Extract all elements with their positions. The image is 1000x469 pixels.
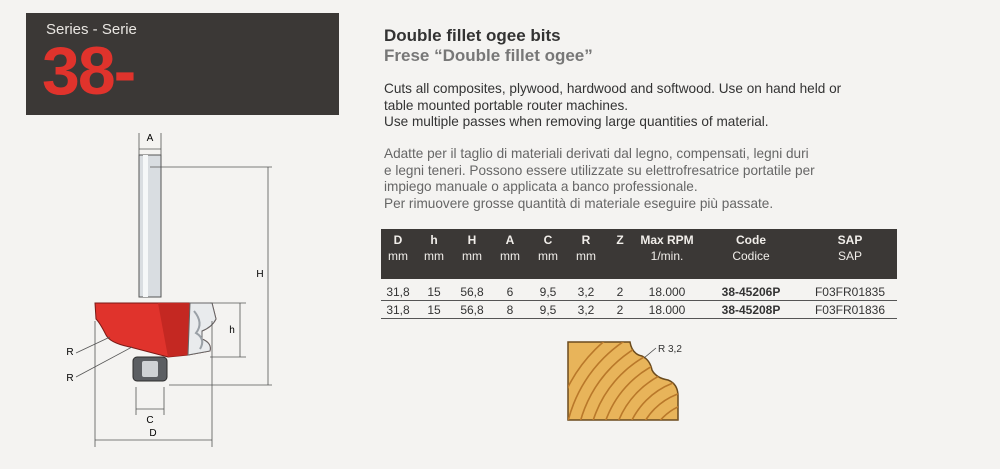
- cell-h: 15: [415, 301, 453, 319]
- dim-label-R-upper: R: [66, 347, 74, 358]
- unit-cell: mm: [576, 249, 596, 263]
- description-en-line: table mounted portable router machines.: [384, 97, 629, 113]
- dim-label-A: A: [146, 133, 154, 144]
- table-row: [381, 301, 897, 319]
- description-it-line: Adatte per il taglio di materiali derivati dal legno, compensati, legni duri: [384, 146, 809, 161]
- description-en: [384, 81, 904, 131]
- series-banner: [26, 13, 339, 115]
- header-R: R: [581, 233, 591, 247]
- dim-label-h: h: [229, 325, 235, 336]
- unit-cell: mm: [500, 249, 520, 263]
- spec-table: [381, 229, 897, 319]
- dim-label-C: C: [146, 415, 154, 426]
- description-it-line: Per rimuovere grosse quantità di materiale eseguire più passate.: [384, 195, 774, 211]
- unit-cell: mm: [462, 249, 482, 263]
- unit-cell: [605, 249, 635, 279]
- header-h: h: [430, 233, 438, 247]
- header-code: Code: [736, 233, 766, 247]
- radius-label: R 3,2: [658, 344, 682, 355]
- bit-shank: [139, 155, 161, 297]
- unit-cell: Codice: [732, 249, 770, 263]
- unit-cell: SAP: [837, 249, 862, 263]
- unit-cell: mm: [538, 249, 558, 263]
- bit-bearing-inner: [142, 361, 158, 377]
- cell-A: 8: [491, 301, 529, 319]
- cell-code: 38-45208P: [699, 301, 803, 319]
- table-header-row: [381, 229, 897, 249]
- description-it-line: impiego manuale o applicata a banco professionale.: [384, 179, 698, 194]
- series-number: 38-: [42, 33, 135, 109]
- cell-code: 38-45206P: [699, 279, 803, 301]
- dim-label-H: H: [256, 269, 264, 280]
- header-A: A: [505, 233, 515, 247]
- series-label: Series - Serie: [46, 21, 137, 38]
- description-en-line: Use multiple passes when removing large quantities of material.: [384, 114, 769, 129]
- header-sap: SAP: [837, 233, 863, 247]
- unit-cell: mm: [388, 249, 408, 263]
- router-bit-drawing: [40, 125, 290, 455]
- header-H: H: [467, 233, 477, 247]
- cell-H: 56,8: [453, 301, 491, 319]
- cell-D: 31,8: [381, 279, 415, 301]
- cell-D: 31,8: [381, 301, 415, 319]
- cell-H: 56,8: [453, 279, 491, 301]
- header-max-rpm: Max RPM: [640, 233, 694, 247]
- cell-Z: 2: [605, 279, 635, 301]
- profile-illustration: [560, 334, 700, 424]
- header-C: C: [543, 233, 553, 247]
- radius-leader: [644, 348, 656, 358]
- table-row: [381, 279, 897, 301]
- cell-sap: F03FR01835: [803, 279, 897, 301]
- header-D: D: [393, 233, 403, 247]
- table-units-row: [381, 249, 897, 279]
- cell-C: 9,5: [529, 301, 567, 319]
- cell-sap: F03FR01836: [803, 301, 897, 319]
- cell-max-rpm: 18.000: [635, 279, 699, 301]
- unit-cell: mm: [424, 249, 444, 263]
- dim-label-D: D: [149, 428, 157, 439]
- cell-R: 3,2: [567, 301, 605, 319]
- product-title-it: Frese “Double fillet ogee”: [384, 46, 593, 65]
- description-it: [384, 146, 904, 212]
- cell-max-rpm: 18.000: [635, 301, 699, 319]
- cell-A: 6: [491, 279, 529, 301]
- bit-shank-highlight: [143, 155, 148, 297]
- product-title-en: Double fillet ogee bits: [384, 26, 561, 45]
- cell-Z: 2: [605, 301, 635, 319]
- cell-h: 15: [415, 279, 453, 301]
- unit-cell: 1/min.: [650, 249, 684, 263]
- description-en-line: Cuts all composites, plywood, hardwood and softwood. Use on hand held or: [384, 81, 842, 96]
- cell-C: 9,5: [529, 279, 567, 301]
- description-it-line: e legni teneri. Possono essere utilizzate su elettrofresatrice portatile per: [384, 162, 815, 178]
- cell-R: 3,2: [567, 279, 605, 301]
- dim-label-R-lower: R: [66, 373, 74, 384]
- header-Z: Z: [616, 233, 624, 247]
